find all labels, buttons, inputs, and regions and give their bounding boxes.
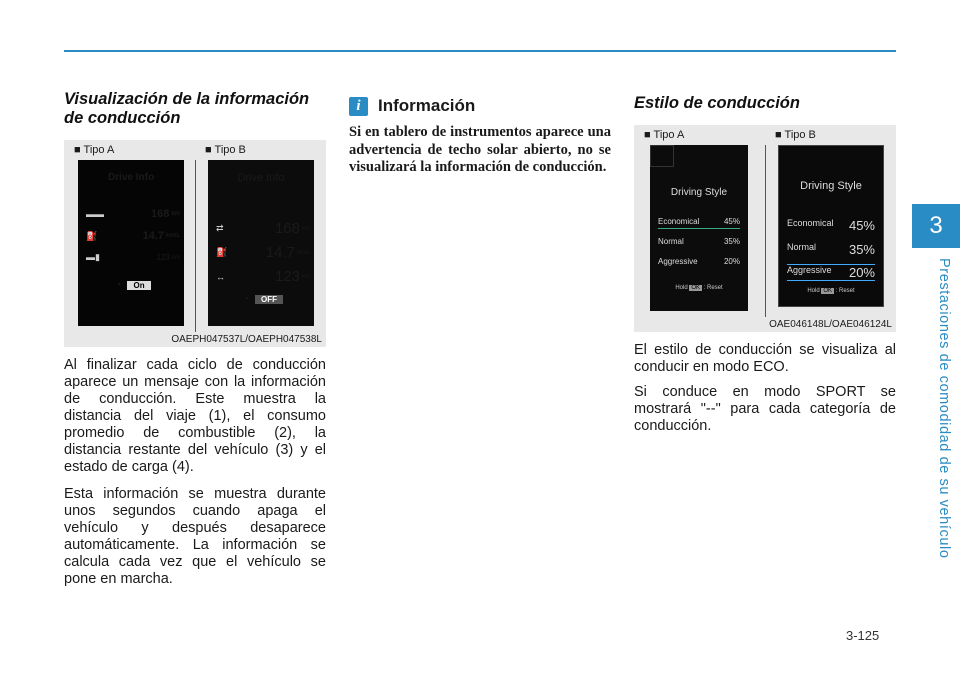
style-row-aggressive: Aggressive 20%	[787, 265, 875, 280]
type-b-label: ■ Tipo B	[775, 129, 816, 141]
figure-caption: OAEPH047537L/OAEPH047538L	[171, 334, 322, 345]
type-a-label: ■ Tipo A	[644, 129, 685, 141]
car-fuel-icon: ▬▮	[86, 252, 100, 262]
fuel-icon: ⛽	[86, 230, 98, 241]
info-header	[349, 96, 611, 116]
charge-row: ◔ OFF	[216, 294, 310, 305]
column-driving-style	[634, 94, 896, 435]
range-row: ↔ 123 km	[216, 268, 310, 285]
driving-style-screen-b	[778, 145, 884, 307]
chapter-tab: 3	[912, 204, 960, 248]
column-drive-info	[64, 90, 326, 588]
paragraph: El estilo de conducción se visualiza al conducir en modo ECO.	[634, 342, 896, 375]
style-row-normal: Normal 35%	[658, 237, 740, 246]
type-a-label: ■ Tipo A	[74, 144, 115, 156]
consumption-row: ⛽ 14.7 km/L	[216, 244, 310, 261]
drive-info-screen-b	[208, 160, 314, 326]
style-row-aggressive: Aggressive 20%	[658, 257, 740, 266]
consumption-row: ⛽ 14.7 km/L	[86, 230, 180, 242]
info-title: Información	[378, 96, 476, 115]
column-info	[349, 92, 611, 177]
figure-caption: OAE046148L/OAE046124L	[769, 319, 892, 330]
range-row: ▬▮ 123 km	[86, 252, 180, 262]
figure-driving-style	[634, 125, 896, 332]
style-row-economical: Economical 45%	[787, 218, 875, 233]
section-title-drive-info: Visualización de la información de conducción	[64, 90, 310, 127]
drive-info-screen-a	[78, 160, 184, 326]
reset-hint: Hold OK : Reset	[807, 288, 855, 294]
paragraph: Esta información se muestra durante unos segundos cuando apaga el vehículo y después desaparece automáticamente. La información se calcula cada vez que el vehículo se pone en marcha.	[64, 486, 326, 587]
section-title-driving-style: Estilo de conducción	[634, 94, 800, 112]
type-b-label: ■ Tipo B	[205, 144, 246, 156]
screen-title: Drive Info	[237, 172, 285, 184]
charge-icon: ◔	[242, 294, 250, 305]
distance-row: ▬▬ 168 km	[86, 208, 180, 220]
car-icon: ⇄	[216, 223, 224, 233]
reset-hint: Hold OK : Reset	[675, 285, 723, 291]
info-text: Si en tablero de instrumentos aparece una advertencia de techo solar abierto, no se visualizará la información de conducción.	[349, 124, 611, 175]
page-number: 3-125	[846, 628, 880, 643]
charge-row: ◔ On	[86, 280, 180, 291]
driving-style-screen-a	[650, 145, 748, 311]
car-icon: ▬▬	[86, 209, 104, 219]
figure-drive-info	[64, 140, 326, 347]
info-icon: i	[349, 97, 368, 116]
fuel-icon: ⛽	[216, 247, 228, 257]
paragraph: Al finalizar cada ciclo de conducción aparece un mensaje con la información de conducción. Este muestra la distancia del viaje (1), el consumo promedio de combustible (2), la distancia restante del vehículo (3) y el estado de carga (4).	[64, 357, 326, 475]
screen-title: Driving Style	[670, 187, 728, 198]
distance-row: ⇄ 168 km	[216, 220, 310, 237]
paragraph: Si conduce en modo SPORT se mostrará "--" para cada categoría de conducción.	[634, 384, 896, 434]
screen-title: Driving Style	[800, 180, 862, 192]
screen-title: Drive Info	[107, 172, 155, 183]
chapter-side-title: Prestaciones de comodidad de su vehículo	[936, 258, 952, 559]
range-icon: ↔	[216, 271, 225, 282]
style-row-normal: Normal 35%	[787, 242, 875, 257]
style-row-economical: Economical 45%	[658, 217, 740, 229]
top-rule	[64, 50, 896, 52]
charge-icon: ◔	[115, 280, 122, 291]
